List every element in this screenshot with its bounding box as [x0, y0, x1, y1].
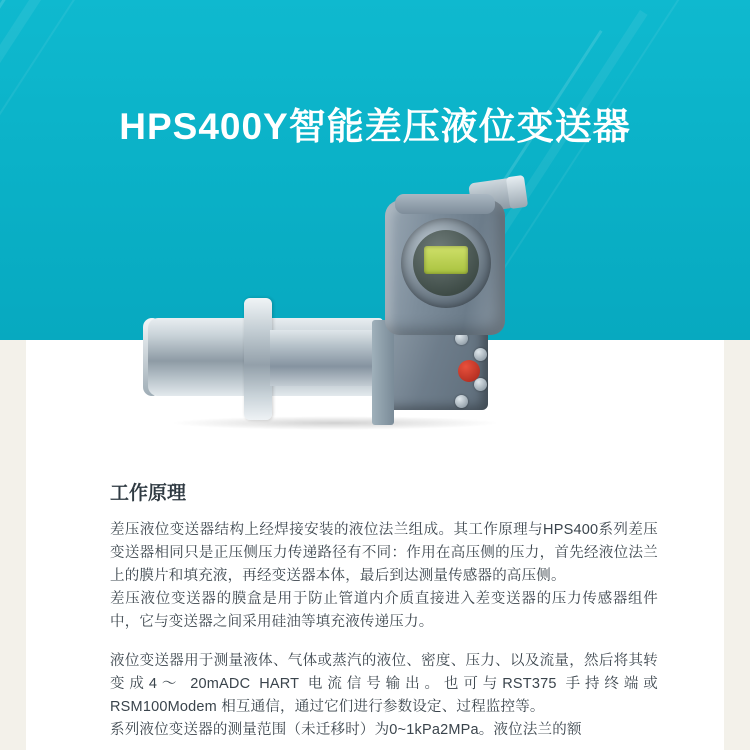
section-title: 工作原理 [110, 483, 187, 504]
red-vent-cap [458, 360, 480, 382]
lcd-screen [424, 246, 468, 274]
page-title: HPS400Y智能差压液位变送器 [119, 106, 631, 147]
conduit-end-cap [506, 175, 528, 209]
product-image [0, 180, 750, 480]
sensor-flange-plate [372, 320, 394, 425]
paragraph-working-principle-1: 差压液位变送器结构上经焊接安装的液位法兰组成。其工作原理与HPS400系列差压变送器相同只是正压侧压力传递路径有不同：作用在高压侧的压力，首先经液位法兰上的膜片和填充液，再经变送器本体，最后到达测量传感器的高压侧。 [110, 522, 658, 584]
product-shadow [170, 416, 500, 430]
bolt-icon [455, 395, 468, 408]
bolt-icon [474, 378, 487, 391]
paragraph-application-1: 液位变送器用于测量液体、气体或蒸汽的液位、密度、压力、以及流量，然后将其转变成4～ 20mADC HART 电流信号输出。也可与RST375 手持终端或RSM100Modem 相互通信，通过它们进行参数设定、过程监控等。 [110, 653, 658, 715]
housing-top-cap [395, 194, 495, 214]
flange-neck [270, 330, 388, 386]
paragraph-working-principle-2: 差压液位变送器的膜盒是用于防止管道内介质直接进入差变送器的压力传感器组件中，它与变送器之间采用硅油等填充液传递压力。 [110, 591, 658, 630]
paragraph-application-2: 系列液位变送器的测量范围（未迁移时）为0~1kPa2MPa。液位法兰的额 [110, 722, 582, 738]
mounting-flange [244, 298, 272, 420]
bolt-icon [474, 348, 487, 361]
content-block [110, 478, 658, 742]
